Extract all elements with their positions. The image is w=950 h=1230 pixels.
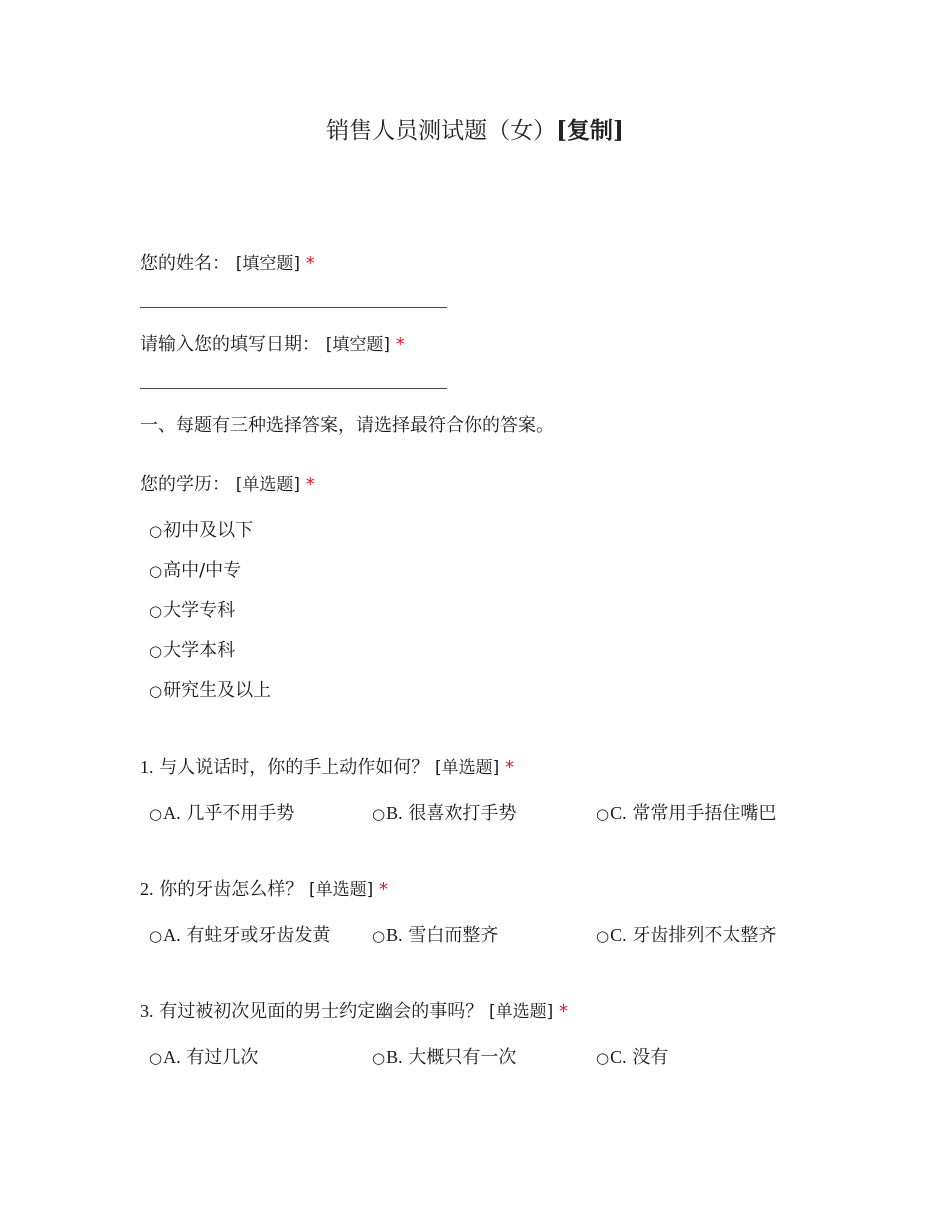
q2-option-c[interactable] bbox=[596, 923, 776, 948]
question-type: [单选题] bbox=[235, 475, 300, 495]
option-text: 很喜欢打手势 bbox=[408, 803, 517, 824]
section-heading: 一、每题有三种选择答案，请选择最符合你的答案。 bbox=[140, 415, 554, 436]
education-option[interactable] bbox=[149, 639, 235, 663]
name-input-line[interactable] bbox=[140, 307, 447, 308]
question-number: 3. bbox=[140, 1001, 154, 1021]
radio-circle-icon: ○ bbox=[149, 805, 163, 823]
required-mark: * bbox=[558, 1001, 568, 1022]
question-number: 2. bbox=[140, 879, 154, 899]
option-text: 雪白而整齐 bbox=[408, 925, 499, 946]
radio-circle-icon: ○ bbox=[596, 927, 610, 945]
option-letter: B. bbox=[386, 1047, 403, 1067]
required-mark: * bbox=[305, 253, 315, 274]
education-option[interactable] bbox=[149, 679, 271, 703]
radio-circle-icon: ○ bbox=[149, 562, 163, 580]
option-text: 大概只有一次 bbox=[408, 1047, 517, 1068]
q3-option-b[interactable] bbox=[372, 1045, 516, 1070]
title-text: 销售人员测试题（女） bbox=[326, 118, 557, 144]
question-type: [单选题] bbox=[488, 1002, 554, 1022]
option-letter: A. bbox=[163, 925, 181, 945]
option-text: 几乎不用手势 bbox=[186, 803, 295, 824]
radio-circle-icon: ○ bbox=[149, 682, 163, 700]
option-letter: A. bbox=[163, 1047, 181, 1067]
radio-circle-icon: ○ bbox=[372, 927, 386, 945]
education-option[interactable] bbox=[149, 559, 241, 583]
question-2-label bbox=[140, 877, 388, 902]
option-text: 高中/中专 bbox=[163, 560, 242, 581]
required-mark: * bbox=[395, 334, 405, 355]
radio-circle-icon: ○ bbox=[149, 522, 163, 540]
question-text: 请输入您的填写日期： bbox=[140, 334, 320, 355]
radio-circle-icon: ○ bbox=[149, 602, 163, 620]
q3-option-c[interactable] bbox=[596, 1045, 668, 1070]
option-text: 常常用手捂住嘴巴 bbox=[632, 803, 777, 824]
education-option[interactable] bbox=[149, 599, 235, 623]
education-option[interactable] bbox=[149, 519, 253, 543]
option-letter: B. bbox=[386, 925, 403, 945]
radio-circle-icon: ○ bbox=[596, 1049, 610, 1067]
option-text: 初中及以下 bbox=[163, 520, 254, 541]
q1-option-c[interactable] bbox=[596, 801, 776, 826]
q2-option-b[interactable] bbox=[372, 923, 498, 948]
q1-option-b[interactable] bbox=[372, 801, 516, 826]
education-question-label bbox=[140, 473, 315, 497]
option-letter: C. bbox=[610, 925, 627, 945]
required-mark: * bbox=[305, 474, 315, 495]
radio-circle-icon: ○ bbox=[149, 1049, 163, 1067]
question-text: 您的学历： bbox=[140, 474, 230, 495]
option-text: 大学专科 bbox=[163, 600, 236, 621]
q3-option-a[interactable] bbox=[149, 1045, 258, 1070]
option-letter: C. bbox=[610, 1047, 627, 1067]
date-question-label bbox=[140, 333, 405, 357]
question-1-label bbox=[140, 755, 514, 780]
question-type: [填空题] bbox=[325, 335, 390, 355]
date-input-line[interactable] bbox=[140, 388, 447, 389]
option-text: 有蛀牙或牙齿发黄 bbox=[186, 925, 331, 946]
required-mark: * bbox=[378, 879, 388, 900]
option-letter: C. bbox=[610, 803, 627, 823]
page-title bbox=[0, 112, 950, 145]
option-text: 有过几次 bbox=[186, 1047, 259, 1068]
option-text: 牙齿排列不太整齐 bbox=[632, 925, 777, 946]
question-text: 你的牙齿怎么样？ bbox=[159, 879, 304, 900]
question-3-label bbox=[140, 999, 568, 1024]
radio-circle-icon: ○ bbox=[149, 927, 163, 945]
option-text: 研究生及以上 bbox=[163, 680, 272, 701]
question-text: 与人说话时，你的手上动作如何？ bbox=[159, 757, 430, 778]
radio-circle-icon: ○ bbox=[149, 642, 163, 660]
required-mark: * bbox=[504, 757, 514, 778]
q1-option-a[interactable] bbox=[149, 801, 294, 826]
option-letter: B. bbox=[386, 803, 403, 823]
question-number: 1. bbox=[140, 757, 154, 777]
option-text: 没有 bbox=[632, 1047, 669, 1068]
question-type: [填空题] bbox=[235, 254, 300, 274]
question-type: [单选题] bbox=[308, 880, 374, 900]
radio-circle-icon: ○ bbox=[372, 1049, 386, 1067]
title-suffix: [复制] bbox=[556, 117, 624, 144]
option-letter: A. bbox=[163, 803, 181, 823]
question-type: [单选题] bbox=[434, 758, 500, 778]
option-text: 大学本科 bbox=[163, 640, 236, 661]
question-text: 您的姓名： bbox=[140, 253, 230, 274]
q2-option-a[interactable] bbox=[149, 923, 330, 948]
radio-circle-icon: ○ bbox=[372, 805, 386, 823]
radio-circle-icon: ○ bbox=[596, 805, 610, 823]
question-text: 有过被初次见面的男士约定幽会的事吗？ bbox=[159, 1001, 484, 1022]
name-question-label bbox=[140, 252, 315, 276]
